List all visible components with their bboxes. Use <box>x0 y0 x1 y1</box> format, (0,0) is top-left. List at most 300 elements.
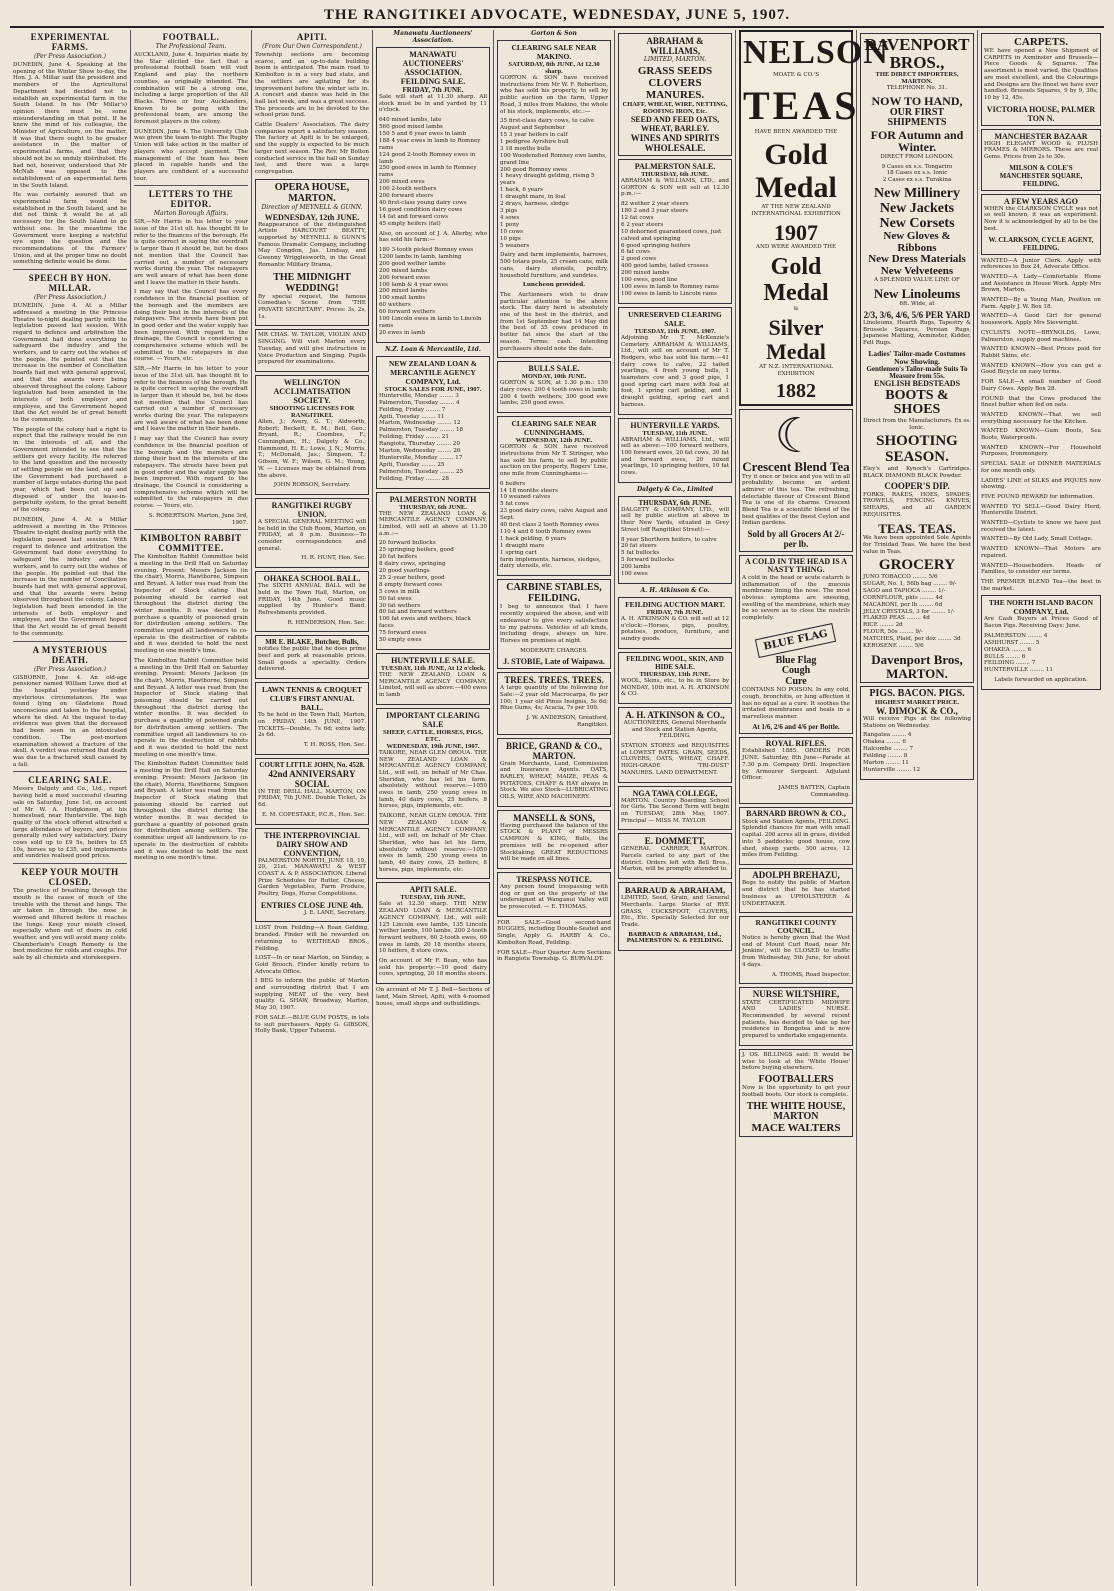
ad-text: The Auctioneers wish to draw particular attention to the above stock. The dairy herd is absolutely one of the best in the district, and from 1st September had 14 May did the best of 35 cows produced in butter fat since the start of the season. Terms: cash. Intending purchasers should note the date. <box>500 291 608 352</box>
ad-text: Also, on account of J. A. Allerby, who has sold his farm:— <box>379 230 487 244</box>
list-item: JELLY CRYSTALS, 3 for ........ 1/- <box>863 608 955 615</box>
ad-title: THE NORTH ISLAND BACON COMPANY, Ltd. <box>988 598 1094 617</box>
crescent-icon: ☾ <box>774 407 818 464</box>
list-item: 8 dairy cows, springing <box>379 561 446 568</box>
ad-date: THURSDAY, 13th JUNE. <box>639 670 711 678</box>
small-ad: LOST from Feilding—A Roan Gelding, branded. Finder will be rewarded on returning to WEITHEAD BROS., Feilding. <box>255 925 369 952</box>
ad-text: THE NEW ZEALAND LOAN & MERCANTILE AGENCY COMPANY, Limited, will sell as above:—400 ewes in lamb <box>379 671 487 699</box>
column-1 <box>10 30 131 1586</box>
ad-text: SEED AND FEED OATS, WHEAT, BARLEY. <box>630 115 720 133</box>
ad-sub: AUCTIONEERS, General Merchants and Stock and Station Agents, FEILDING. <box>623 719 727 740</box>
ad-sub: MOATE & CO.'S <box>772 72 820 78</box>
divider <box>13 863 127 864</box>
ad-highlight: FOR Autumn and Winter. <box>870 127 964 155</box>
ad-title: A FEW YEARS AGO <box>1003 196 1078 206</box>
list-item: Rangiotu, Thursday ........ 20 <box>379 441 460 448</box>
list-item: RICE ........ 2d <box>863 622 903 629</box>
ad-sign: E. M. COPESTAKE, P.C.R., Hon. Sec. <box>261 811 366 818</box>
ad-royal-rifles <box>739 737 853 804</box>
ad-opera-house <box>255 179 369 327</box>
list-item: 40 first-class young dairy cows <box>379 199 467 206</box>
columns <box>10 30 1104 1586</box>
ad-price: 2/3, 3/6, 4/6, 5/6 PER YARD <box>863 309 971 320</box>
sale-dates-list <box>379 393 487 483</box>
byline: (Per Press Association.) <box>34 53 106 60</box>
column-5 <box>494 30 615 1586</box>
list-item: 50 fat ewes <box>379 595 412 602</box>
small-ad: LADIES' LINE of SILKS and PIQUES now showing. <box>981 477 1101 491</box>
list-item: 200 good wether lambs <box>379 260 446 267</box>
ad-highlight: New Velveteens <box>880 264 954 277</box>
list-item: 188 4 year ewes in lamb to Romney rams <box>379 137 481 151</box>
ad-text: A large quantity of the following for Sale:—2 year old Macrocarpa, 6s per 100; 1 year old Pinus Insignis, 5s 6d; Blue Gums, 4s; Acacia, 7s per 100. <box>500 685 608 712</box>
masthead <box>10 4 1104 28</box>
article-text: DUNEDIN, June 4. At a Millar addressed a meeting in the Princess Theatre to-night dealing partly with the legislation passed last session. With regard to defence and arbitration the Government had done everything to safeguard the industry and the workers, and to carry out the wishes of the people. He pointed out that the increase in the number of Conciliation boards had met with general approval, and that the awards were being observed throughout the colony. Labour legislation had been amended in the interests of both employer and employee, and the Government hoped that the Act would be of great benefit to the community. <box>13 516 127 637</box>
ad-year: 1907 <box>774 219 818 245</box>
stations-list <box>863 732 971 773</box>
list-item: PALMERSTON ........ 4 <box>984 632 1048 639</box>
article-text: Messrs Dalgety and Co., Ltd., report having held a most successful clearing sale on Saturday, June 1st, on account of Mr W. A. Hodgkinson, at his homestead, near Hunterville. The high quality of the stock offered attracted a large attendance of buyers, and prices generally ruled very satisfactory. Dairy cows sold up to £9 5s, heifers to £5 10s, horses up to £35, and implements and sundries realised good prices. <box>13 786 127 860</box>
ad-title: LAWN TENNIS & CROQUET CLUB'S FIRST ANNUAL BALL. <box>261 685 363 713</box>
ad-barnard-brown <box>739 807 853 865</box>
stations-list <box>984 633 1098 674</box>
small-ad: FIVE POUND REWARD for information. <box>981 493 1095 500</box>
ad-text: AT THE NEW ZEALAND INTERNATIONAL EXHIBITION <box>751 204 841 218</box>
ad-text: MARTON. Country Boarding School for Girls. The Second Term will begin on TUESDAY, 28th May, 1907. Principal — MISS M. TAYLOR <box>621 797 729 824</box>
ad-sub: LIMITED, MARTON. <box>643 56 707 63</box>
list-item: 5 fat cows <box>500 501 529 508</box>
flag-icon: BLUE FLAG <box>755 623 836 658</box>
small-ad: I BEG to inform the public of Marton and surrounding district that I am supplying MEAT of the very best quality. G. SHAW, Broadway, Marton, May 30, 1907. <box>255 978 369 1012</box>
list-item: 20 ewes in lamb <box>379 329 426 336</box>
ad-blue-flag <box>739 555 853 734</box>
ad-highlight: New Linoleums <box>873 286 961 302</box>
ad-text: Sale will start at 11.30 sharp. All stock must be in and yarded by 11 o'clock. <box>379 94 487 114</box>
list-item: 5 cows in milk <box>379 588 420 595</box>
ad-date: WEDNESDAY, 12th JUNE. <box>515 437 593 445</box>
letter-signature: S. ROBERTSON. Marton, June 3rd, 1907. <box>148 512 248 526</box>
ad-text: Try it once or twice and you will in all probability become an ardent admirer of this tea. The refreshing, delectable flavour of Crescent Blend Tea is one of its charms. Crescent Blend Tea is a scientific blend of the best qualities of the finest Ceylon and Indian gardens. <box>742 473 850 527</box>
ad-highlight: GROCERY <box>878 557 956 574</box>
ad-text: WINES AND SPIRITS WHOLESALE. <box>630 133 720 153</box>
list-item: Hunterville, Monday ........ 3 <box>379 392 459 399</box>
list-item: 1 hack, 6 years <box>500 187 544 194</box>
list-item: 1 draught mare <box>500 542 545 549</box>
ad-title: RANGITIKEI COUNTY COUNCIL. <box>755 918 837 936</box>
ad-highlight: New Dress Materials <box>868 253 966 266</box>
ad-text: HIGH ELEGANT WOOD & PLUSH FRAMES & MIRRORS. These are real Gems. Prices from 2s to 30s. <box>984 140 1098 161</box>
ad-title: A. H. ATKINSON & CO., <box>625 709 725 720</box>
ad-sign: VICTORIA HOUSE, PALMER TON N. <box>986 104 1096 123</box>
ad-highlight: Blue Flag Cough Cure <box>775 654 817 687</box>
ad-carbine-stables <box>497 579 611 669</box>
ad-text: PALMERSTON NORTH, JUNE 18, 19, 20, 21st. MANAWATU & WEST COAST A. & P. ASSOCIATION. Liberal Prize Schedules for Butter, Cheese, Garden Vegetables, Farm Produce, Poultry, Dogs, Horse Competitions. <box>258 857 367 898</box>
list-item: 1 hack gelding, 6 years <box>500 535 567 542</box>
ad-text: THE NEW ZEALAND LOAN & MERCANTILE AGENCY COMPANY, Limited, will sell at above at 11.30 a.m.:— <box>379 510 487 537</box>
list-item: 23 good dairy cows, calve August and Sept. <box>500 508 608 522</box>
ad-sign: J. E. LANE, Secretary. <box>303 909 366 916</box>
list-item: 2 Cases ex s.s. Turakina <box>882 177 952 184</box>
ad-title: CARBINE STABLES, FEILDING. <box>506 582 602 605</box>
ad-taylor <box>255 329 369 372</box>
ad-highlight: ENGLISH BEDSTEADS <box>873 379 961 389</box>
shipments-list <box>863 164 971 185</box>
ad-title: CARPETS. <box>1013 36 1069 48</box>
small-ad: FOR SALE—Good second-hand BUGGIES, including Double-Seated and Single, Apply G. HARBY & Co., Kimbolton Road, Feilding. <box>497 919 611 946</box>
small-ad: WANTED—By Old Lady, Small Cottage. <box>981 536 1093 543</box>
ad-crescent-tea <box>739 409 853 552</box>
list-item: 6 2 year steers <box>621 221 664 228</box>
ad-sign: H. R. HUNT, Hon. Sec. <box>301 555 366 562</box>
ad-court-little-john <box>255 758 369 825</box>
list-item: OHAKEA ........ 6 <box>984 646 1032 653</box>
small-ad: FOUND that the Cows produced the finest butter when fed on oats. <box>981 395 1101 409</box>
ad-ohakea-ball <box>255 571 369 632</box>
list-item: 15 3 year heifers in calf <box>500 132 568 139</box>
ad-text: GORTON & SON have received instructions from Mr T. Stringer, who has sold his farm, to sell by public auction on the property, Rogers' Line, one mile from Cunninghams:— <box>500 444 608 477</box>
ad-text: A SPECIAL GENERAL MEETING will be held in the Club Room, Marton, on FRIDAY, at 8 p.m. Business—To consider correspondence and general. <box>258 518 366 552</box>
ad-title: MANCHESTER BAZAAR <box>994 131 1088 141</box>
ad-sub: SHEEP, CATTLE, HORSES, PIGS, ETC. <box>383 728 483 743</box>
ad-highlight: New Millinery <box>874 186 960 202</box>
ad-davenport <box>860 33 974 683</box>
list-item: 45 empty heifers (fat) <box>379 220 441 227</box>
ad-title: FEILDING WOOL, SKIN, AND HIDE SALE. <box>626 654 724 671</box>
list-item: 100 Lincoln ewes in lamb to Lincoln rams <box>379 316 482 329</box>
ad-title: NEW ZEALAND LOAN & MERCANTILE AGENCY COMPANY, Ltd. <box>389 358 477 386</box>
ad-sub: FEILDING SALE. <box>400 77 466 86</box>
ad-sign: J. STOBIE, Late of Waipawa. <box>503 657 605 667</box>
list-item: 10 dehorned guaranteed cows, just calved and springing <box>621 228 722 242</box>
headline: KEEP YOUR MOUTH CLOSED. <box>21 867 119 888</box>
ad-highlight: GRASS SEEDS CLOVERS MANURES. <box>637 65 713 101</box>
list-item: 60 wethers <box>379 302 411 309</box>
list-item: 2 drays, harness, sledge <box>500 201 569 208</box>
ad-highlight: SHOOTING SEASON. <box>876 433 958 466</box>
list-item: FEILDING ........ 7 <box>984 660 1036 667</box>
ad-text: Eley's and Kynoch's Cartridges. BLACK DIAMOND BLACK Powder. <box>863 465 971 479</box>
list-item: MACARONI, per lb ........ 6d <box>863 601 943 608</box>
list-item: 150 5 and 6 year ewes in lamb <box>379 130 466 137</box>
small-ad: FOR SALE—Four Quarter Acre Sections in Rangiotu Township. G. BURVALDT. <box>497 949 612 963</box>
ad-text: Direct from the Manufacturers. Ex ss. Ionic. <box>863 417 971 431</box>
ad-highlight: NOW TO HAND, <box>871 94 963 109</box>
list-item: 5 weaners <box>500 242 530 249</box>
small-ad: WANTED KNOWN—How you can get a Good Bicycle on easy terms. <box>981 362 1101 376</box>
ad-carpets <box>981 33 1101 126</box>
masthead-title: THE RANGITIKEI ADVOCATE, WEDNESDAY, JUNE 5, 1907. <box>323 6 791 23</box>
ad-dairy-show <box>255 828 369 923</box>
list-item: 180 2 and 3 year steers <box>621 208 688 215</box>
list-item: 25 springing heifers, good <box>379 547 454 554</box>
article-text: DUNEDIN, June 4. Speaking at the opening of the Winter Show to-day, the Hon. J. A. Millar said the president and members of the Agricultural Department had decided not to establish an experimental farm in the South Island. In his (Mr Millar's) opinion there must be some misunderstanding on that point. If he knew the mind of his colleague, the Minister of Agriculture, on the matter, it was that there ought to be greater assistance in the matter of experimental farms, and that they should not be so unduly distributed. He had not, however, understood that Mr McNab was opposed to the establishment of an experimental farm in the South Island. <box>13 62 127 189</box>
ad-dalgety <box>618 496 732 584</box>
headline: LETTERS TO THE EDITOR. <box>148 189 234 210</box>
list-item: 80 fat and forward wethers <box>379 609 457 616</box>
article-text: He was certainly assured that an experimental farm would be established in the South Island, and he did not think it would be at all necessary for the South Island to go without one. In the meantime the Government were keeping a watchful eye upon the question and the recommendations of the Farmers' Union, and at the proper time no doubt something definite would be done. <box>13 192 127 266</box>
divider <box>13 771 127 772</box>
small-ad: WANTED KNOWN—That we sell everything necessary for the Kitchen. <box>981 411 1101 425</box>
list-item: SUGAR, No. 1, 56lb bag ........ 9/- <box>863 580 957 587</box>
ad-bulls-sale <box>497 361 611 413</box>
list-item: Apiti, Tuesday ........ 11 <box>379 413 445 420</box>
ad-text: Linoleums, Hearth Rugs, Tapestry & Brussels Squares, Persian Rugs, Japanese Matting, Axminster, Kidder, Felt Rugs. <box>863 319 971 347</box>
ad-highlight: BOOTS & SHOES <box>885 387 949 418</box>
ad-tennis-ball <box>255 682 369 755</box>
ad-white-house <box>739 1049 853 1138</box>
byline: (Per Press Association.) <box>34 294 106 302</box>
article-text: I may say that the Council has every confidence in the financial position of the borough and the members are doing their best in the interests of the ratepayers. The streets have been put in good order and the water supply has been improved. With regard to the drainage, the Council is considering a comprehensive scheme which will be submitted to the ratepayers in due course. — Yours, etc. <box>134 289 248 363</box>
list-item: 100 2-tooth wethers <box>379 186 437 193</box>
ad-date: TUESDAY, 11th JUNE. <box>642 429 708 437</box>
stock-list <box>621 201 729 298</box>
small-ad: WANTED—A Lady—Comfortable Home and Assistance in House Work. Apply Mrs Brown, Marton. <box>981 273 1101 294</box>
headline: KIMBOLTON RABBIT COMMITTEE. <box>140 533 242 554</box>
list-item: 3 18 months bulls <box>500 145 551 152</box>
headline: FOOTBALL. <box>162 32 220 42</box>
ad-title: CLEARING SALE NEAR CUNNINGHAMS. <box>511 419 597 438</box>
divider <box>134 185 248 186</box>
wanted-list <box>981 258 1101 593</box>
small-ad: WANTED KNOWN—That Motors are repaired. <box>981 546 1101 559</box>
ad-text: WE have opened a New Shipment of CARPETS in Axminster and Brussels—Piece Goods & Squares. The assortment is most varied, the Qualities are most excellent, and the Colourings and Designs are the finest we have ever handled. Brussels Squares, 9 by 9, 30s; 10 by 12, 45s. <box>984 48 1098 101</box>
ad-sub: MODERATE CHARGES. <box>520 647 588 654</box>
ad-text: Begs to notify the public of Marton and district that he has started business as UPHOLSTERER & UNDERTAKER. <box>742 880 850 907</box>
list-item: FLAKED PEAS ........ 4d <box>863 615 930 622</box>
ad-title: BULLS SALE. <box>528 364 580 374</box>
list-item: 200 mixed lambs <box>379 288 428 295</box>
ad-text: By special request, the famous Comedian's Scene from 'THE PRIVATE SECRETARY'. Prices: 3s, 2s, 1s. <box>258 293 366 320</box>
stock-list <box>621 537 729 578</box>
small-ad: On account of Mr T. J. Bell—Sections of land, Main Street, Apiti, with 4-roomed house, small shops and outbuildings. <box>376 987 490 1007</box>
ad-clarkson <box>981 194 1101 255</box>
ad-highlight: Gold Medal <box>755 138 837 205</box>
ad-abraham-williams <box>618 33 732 156</box>
ad-price: At 1/6, 2/6 and 4/6 per Bottle. <box>752 722 840 731</box>
list-item: 9 Cases ex s.s. Tongariro <box>881 163 953 170</box>
list-item: 100 Woodenshed Romney ewe lambs, grand line <box>500 152 607 166</box>
ad-title: BRICE, GRAND & CO., MARTON. <box>505 740 602 761</box>
ad-date: THURSDAY, 6th JUNE. <box>399 503 467 511</box>
ad-title: E. DOMMETT, <box>644 836 706 847</box>
ad-acclimatisation <box>255 375 369 495</box>
ad-title: ROYAL RIFLES. <box>765 739 827 749</box>
ad-title: WELLINGTON ACCLIMATISATION SOCIETY. <box>273 377 351 405</box>
list-item: 100 small lambs <box>379 295 426 302</box>
ad-dimock <box>860 686 974 780</box>
headline: A MYSTERIOUS DEATH. <box>32 644 108 665</box>
list-item: 14 fat and forward cows <box>379 213 449 220</box>
headline: EXPERIMENTAL FARMS. <box>30 32 110 52</box>
list-item: 100 fat ewes and wethers, black faces <box>379 616 471 630</box>
list-item: 124 good 2-tooth Romney ewes in lamb <box>379 151 476 165</box>
ad-date: FRIDAY, 7th JUNE. <box>646 609 704 616</box>
section-head: Gorton & Son <box>531 30 577 37</box>
list-item: 12 fat cows <box>621 214 654 221</box>
ad-palmerston-north <box>376 492 490 650</box>
ad-price: Sold by all Grocers At 2/- per lb. <box>747 529 845 549</box>
ad-text: ABRAHAM & WILLIAMS, Ltd., will sell as above:—100 forward wethers, 100 forward ewes, 20 fat cows, 30 fat and forward ewes, 20 mixed yearlings, 10 springing heifers, 10 fat cows. <box>621 436 729 477</box>
list-item: Marton, Wednesday ........ 26 <box>379 448 461 455</box>
list-item: 40 first class 2 tooth Romney ewes <box>500 522 599 529</box>
ad-text: DALGETY & COMPANY, LTD., will sell by public auction at above in their New Yards, situated in Grey Street (off Rangitikei Street):— <box>621 506 729 533</box>
list-item: KEROSENE ........ 5/6 <box>863 643 924 650</box>
list-item: Feilding, Friday ........ 7 <box>379 406 446 413</box>
list-item: JUNO TOBACCO ........ 5/6 <box>863 574 938 581</box>
ad-title: BARNARD BROWN & CO., <box>746 809 846 819</box>
list-item: 200 mixed ewes <box>379 179 425 186</box>
ad-makino-clearing <box>497 40 611 358</box>
ad-title: RANGITIKEI RUGBY UNION. <box>271 500 353 519</box>
ad-title: MANAWATU AUCTIONEERS' ASSOCIATION. <box>402 50 464 77</box>
ad-sub: HIGHEST MARKET PRICE. <box>874 698 960 706</box>
column-8 <box>857 30 978 1586</box>
ad-date: THURSDAY, 6th JUNE. <box>638 498 712 507</box>
ad-barraud-abraham <box>618 882 732 951</box>
list-item: Ohakea ........ 6 <box>863 739 906 746</box>
list-item: 4 sows <box>500 214 520 221</box>
ad-highlight: New Corsets <box>879 215 955 231</box>
ad-highlight: 42nd ANNIVERSARY SOCIAL <box>268 768 356 789</box>
ad-date: WEDNESDAY, 19th JUNE, 1907. <box>386 742 480 750</box>
list-item: 200 forward steers <box>379 193 434 200</box>
ad-date: WEDNESDAY, 12th JUNE. <box>264 212 360 222</box>
list-item: 100 ewes <box>621 571 648 578</box>
ad-date: TUESDAY, 11th JUNE. <box>400 894 466 902</box>
list-item: 35 first-class dairy cows, to calve August and September <box>500 118 595 132</box>
ad-title: FEILDING AUCTION MART. <box>625 600 725 609</box>
ad-highlight: THE MIDNIGHT WEDDING! <box>273 271 351 294</box>
ad-nga-tawa <box>618 786 732 831</box>
ad-text: AND WERE AWARDED THE <box>755 243 837 250</box>
ad-highlight: New Jackets <box>879 200 955 216</box>
ad-title: MANSELL & SONS, <box>513 812 595 823</box>
ad-sign: W. CLARKSON, CYCLE AGENT, FEILDING. <box>988 235 1094 252</box>
list-item: 5 forward bullocks <box>621 557 675 564</box>
ad-text: MR CHAS. W. TAYLOR, VIOLIN AND SINGING. Will visit Marton every Tuesday, and will give instruction in Voice Production and Singing. Pupils prepared for examinations. <box>258 332 366 366</box>
ad-highlight: New Gloves & Ribbons <box>883 230 951 254</box>
list-item: 20 forward bullocks <box>379 540 436 547</box>
list-item: 100 ewes, good line <box>621 277 678 284</box>
list-item: BULLS ........ 6 <box>984 653 1026 660</box>
article-text: SIR,—Mr Harris in his letter to your issue of the 31st ult. has thought fit to refer to the finances of the borough. He is quite correct in saying the overdraft is larger than it should be, but he does not mention that the Council has carried out a number of necessary works during the year. The ratepayers are well aware of what has been done and I leave the matter in their hands. <box>134 366 248 433</box>
article-text: Township sections are becoming scarce, and an up-to-date building boom is anticipated. The main road to Kimbolton is in a very bad state, and the settlers are agitating for its improvement before the winter sets in. A concert and dance was held in the hall last week, and was a great success. The proceeds are to be devoted to the school prize fund. <box>255 52 369 119</box>
ad-highlight: COOPER'S DIP. <box>884 481 950 492</box>
list-item: 200 lambs <box>621 564 651 571</box>
ad-text: Reappearance of the distinguished Artiste HARCOURT BEATTY, supported by MEYNELL & GUNN'S Famous Dramatic Company, including May Congdon, Jas. Lindsay, and Gwenny Wrigglesworth, in the Great Romantic Military Drama, <box>258 221 366 268</box>
ad-title: NGA TAWA COLLEGE, <box>632 788 718 798</box>
list-item: 1 pedigree Ayrshire bull <box>500 138 569 145</box>
ad-cunninghams-clearing <box>497 416 611 576</box>
section-head: Manawatu Auctioneers' Association. <box>393 30 473 44</box>
divider <box>13 269 127 270</box>
stock-list <box>379 247 487 337</box>
ad-sign: JOHN ROBSON, Secretary. <box>273 482 351 489</box>
ad-text: LIMITED, Seed, Grain, and General Merchants. Large Stocks of RYE GRASS, COCKSFOOT, CLOVERS, Etc., Etc. Specially Selected for our Trade. <box>621 895 729 928</box>
list-item: 2 good cows <box>621 256 657 263</box>
ad-text: A. H. ATKINSON & CO. will sell at 12 o'clock:—Horses, pigs, poultry, potatoes, produce, furniture, and sundry goods. <box>621 616 729 643</box>
list-item: ASHHURST ........ 5 <box>984 639 1040 646</box>
list-item: 8 empty forward cows <box>379 581 443 588</box>
list-item: 200 good Romney ewes <box>500 166 568 173</box>
list-item: Palmerston, Tuesday ........ 18 <box>379 427 464 434</box>
list-item: 30 fat wethers <box>379 602 421 609</box>
list-item: Palmerston, Tuesday ........ 25 <box>379 468 464 475</box>
small-ad: WANTED KNOWN—Gum Boots, Sea Boots, Waterproofs. <box>981 428 1101 442</box>
ad-text: CHAFF, WHEAT, WIRE, NETTING, ROOFING IRON, Etc. <box>622 101 728 115</box>
ad-sign: BARRAUD & ABRAHAM, Ltd., PALMERSTON N. & FEILDING. <box>626 931 724 945</box>
ad-text: IN THE DRILL HALL, MARTON, ON FRIDAY, 7th JUNE. Double Ticket, 2s 6d. <box>258 788 366 809</box>
byline: (From Our Own Correspondent.) <box>262 43 362 50</box>
ad-text: Notice is hereby given that the West end of Mount Curl Road, near Mr Jenkins', will be CLOSED to traffic from Wednesday, 5th June, for about 4 days. <box>742 935 850 968</box>
list-item: 1 draught mare, in foal <box>500 194 566 201</box>
ad-title: PALMERSTON NORTH <box>389 494 477 504</box>
ad-hunterville-yards <box>618 418 732 483</box>
ad-text: FORKS, RAKES, HOES, SPADES, TROWELS, FENCING KNIVES, SHEARS, and all GARDEN REQUISITES. <box>863 491 971 518</box>
ad-date: TUESDAY, 11th JUNE, 1907. <box>634 327 716 335</box>
divider <box>13 641 127 642</box>
ad-text: Gentlemen's Tailor-made Suits To Measure from 55s. <box>866 364 968 380</box>
grocery-list <box>863 574 971 650</box>
stock-list <box>500 481 608 571</box>
ad-adolph <box>739 868 853 913</box>
column-3 <box>252 30 373 1586</box>
article-text: The Kimbolton Rabbit Committee held a meeting in the Drill Hall on Saturday evening. Present: Messrs Jackson (in the chair), Morris, Hawthorne, Simpson and Bryant. A letter was read from the Inspector of Stock stating that poisoning should be carried out throughout the district during the winter months. It was decided to purchase a quantity of poisoned grain for distribution among settlers. The committee urged all landowners to co-operate in the destruction of rabbits and it was decided to hold the next meeting in one month's time. <box>134 554 248 655</box>
ad-year: 1882 <box>776 379 816 402</box>
ad-title: APITI SALE. <box>409 885 457 895</box>
ad-highlight: Silver Medal <box>766 315 826 365</box>
small-ad: WANTED—A Good Girl for general housework. Apply Mrs Sievwright. <box>981 313 1101 327</box>
ad-sign: T. H. ROSS, Hon. Sec. <box>303 742 366 748</box>
ad-date: TUESDAY, 11th JUNE, At 12 o'clock. <box>380 664 486 672</box>
ad-title: IMPORTANT CLEARING SALE <box>386 710 480 729</box>
ad-text: WHEN the CLARKSON CYCLE was not so well known, it was an experiment. Now it is acknowledged by all to be the best. <box>984 205 1098 232</box>
list-item: 100 lamb & 4 year ewes <box>379 281 448 288</box>
ad-hunterville-sale <box>376 653 490 705</box>
ad-text: GENERAL CARRIER, MARTON. Parcels carted to any part of the district. Orders left with Bell Bros., Marton, will be promptly attended to. <box>621 846 729 873</box>
ad-manawatu-auctioneers <box>376 47 490 343</box>
list-item: Feilding, Friday ........ 28 <box>379 475 449 482</box>
list-item: 640 mixed lambs, late <box>379 117 442 124</box>
ad-blake <box>255 635 369 679</box>
ad-trees <box>497 672 611 734</box>
list-item: 8 year Shorthorn heifers, to calve <box>621 536 717 543</box>
article-text: Cattle Dealers' Association. The dairy companies report a satisfactory season. The factory at Apiti is to be enlarged, and the supply is expected to be much larger next season. The Rev. Mr Bolton conducted service in the hall on Sunday last, and there was a large congregation. <box>255 122 369 175</box>
list-item: 1 spring cart <box>500 549 537 556</box>
ad-text: Any person found trespassing with dog or gun on the property of the undersigned at Wanganui Valley will be prosecuted. — E. THOMAS. <box>500 883 608 911</box>
ad-sign: MILSON & COLE'S MANCHESTER SQUARE, FEILDING. <box>999 163 1083 188</box>
ad-brice-grand <box>497 738 611 807</box>
ad-title: TREES. TREES. TREES. <box>504 675 604 686</box>
ad-county-council <box>739 916 853 984</box>
small-ad: FOR SALE.—BLUE GUM POSTS, in lots to suit purchasers. Apply G. GIBSON, Holly Bank, Upper Tutaenui. <box>255 1014 369 1035</box>
ad-text: To be held in the Town Hall, Marton, on FRIDAY, 14th JUNE, 1907. TICKETS—Double, 7s 6d; extra lady, 2s 6d. <box>258 712 366 739</box>
ad-date: SATURDAY, 8th JUNE, At 12.30 sharp. <box>508 61 600 75</box>
list-item: 6 heifers <box>500 480 525 487</box>
list-item: 25 2-year heifers, good <box>379 574 445 581</box>
list-item: Hunterville, Monday ........ 17 <box>379 454 463 461</box>
ad-text: Allen, J.; Avery, G. T.; Aldworth, Robert; Beckett, E. M.; Bell, Geo.; Bryant, R.; Coombes, F.; Cunningham, H.; Dalgety & Co.; Hammond, H. E.; Lowe, J. N.; Morris, T.; McDonald, Jas.; Simpson, T.; Gibson, W. F.; Wilson, G. M.; Young, W. — Licenses may be obtained from the above. <box>258 418 366 479</box>
ad-text: HAVE BEEN AWARDED THE <box>754 128 838 135</box>
ad-trespass <box>497 872 611 917</box>
small-ad: WANTED—Cyclists to know we have just received the latest. <box>981 520 1101 533</box>
list-item: 1 pony <box>500 221 520 228</box>
article-text: The Kimbolton Rabbit Committee held a meeting in the Drill Hall on Saturday evening. Present: Messrs Jackson (in the chair), Morris, Hawthorne, Simpson and Bryant. A letter was read from the Inspector of Stock stating that poisoning should be carried out throughout the district during the winter months. It was decided to purchase a quantity of poisoned grain for distribution among settlers. The committee urged all landowners to co-operate in the destruction of rabbits and it was decided to hold the next meeting in one month's time. <box>134 657 248 758</box>
ad-text: Dairy and farm implements, harrows, 500 totara posts, 25 cream cans, milk cans, dairy utensils, poultry, household furniture, and sundries. <box>500 252 608 279</box>
list-item: Marton ........ 11 <box>863 760 909 767</box>
headline: SPEECH BY HON. MILLAR. <box>28 273 112 294</box>
list-item: 10 weaned calves <box>500 494 551 501</box>
